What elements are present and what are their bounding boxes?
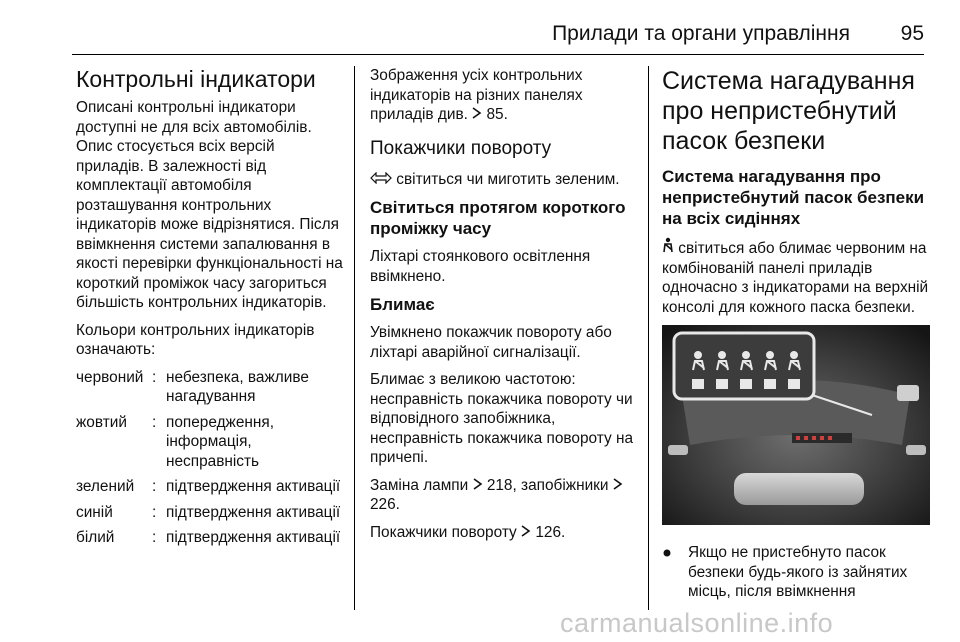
color-name: жовтий <box>76 413 127 431</box>
turn-signals-reference <box>370 523 638 543</box>
page-link[interactable]: 218, запобіжники <box>486 476 609 494</box>
seatbelt-indicator-text <box>662 237 930 317</box>
subheading-flashing: Блимає <box>370 295 435 314</box>
column-1 <box>76 66 346 554</box>
page-number: 95 <box>900 22 924 45</box>
ref-arrow-icon <box>472 105 482 125</box>
section-heading-turn-signals: Покажчики повороту <box>370 137 552 159</box>
page-link[interactable]: 126. <box>535 523 566 541</box>
header-title: Прилади та органи управління <box>552 22 850 45</box>
table-row <box>76 528 346 554</box>
colon: : <box>152 503 157 521</box>
bullet-icon <box>662 543 688 602</box>
column-divider <box>354 66 355 610</box>
seatbelt-text: світиться або блимає червоним на комбінованій панелі приладів одночасно з індикаторами на верхній консолі для кожного паска безпеки. <box>662 240 929 316</box>
overhead-console-illustration <box>662 325 930 525</box>
color-name: зелений <box>76 478 135 495</box>
ref-arrow-icon <box>613 476 623 496</box>
bullet-text: Якщо не пристебнуто пасок безпеки будь-якого із зайнятих місць, після ввімкнення <box>688 544 908 600</box>
overhead-console-photo <box>662 325 930 525</box>
column-2 <box>370 66 638 550</box>
list-item <box>662 543 930 602</box>
turn-signal-text: світиться чи миготить зеленим. <box>396 170 620 188</box>
color-meaning: попередження, інформація, несправність <box>166 413 275 470</box>
page-link[interactable]: 85. <box>486 106 508 123</box>
colon: : <box>152 368 157 386</box>
subheading-all-seats: Система нагадування про непристебнутий пасок безпеки на всіх сидіннях <box>662 167 925 228</box>
table-row <box>76 368 346 413</box>
colors-intro: Кольори контрольних індикаторів означають: <box>76 321 315 358</box>
color-meaning-table <box>76 368 346 554</box>
colon: : <box>152 478 157 495</box>
ref-arrow-icon <box>521 523 531 543</box>
bulb-text: Заміна лампи <box>370 476 469 494</box>
bulb-replacement-reference <box>370 476 638 515</box>
page-header <box>0 0 960 60</box>
page-link[interactable]: 226. <box>370 496 400 513</box>
header-rule <box>72 54 924 55</box>
subheading-short-light: Світиться протягом короткого проміжку часу <box>370 198 626 238</box>
color-meaning: підтвердження активації <box>166 503 341 521</box>
color-meaning: підтвердження активації <box>166 529 341 546</box>
color-name: білий <box>76 529 115 546</box>
short-light-text: Ліхтарі стоянкового освітлення ввімкнено. <box>370 248 591 285</box>
table-row <box>76 477 346 503</box>
colon: : <box>152 413 157 431</box>
color-name: червоний <box>76 368 144 386</box>
turn-signal-status <box>370 170 638 190</box>
fast-flashing-text: Блимає з великою частотою: несправність покажчика повороту чи відповідного запобіжника, несправність покажчика повороту на причепі. <box>370 371 634 466</box>
overview-text: Зображення усіх контрольних індикаторів на різних панелях приладів див. <box>370 67 583 123</box>
color-name: синій <box>76 503 113 521</box>
table-row <box>76 503 346 529</box>
colon: : <box>152 529 157 546</box>
section-heading-indicators: Контрольні індикатори <box>76 66 316 92</box>
table-row <box>76 413 346 478</box>
turn-signals-text: Покажчики повороту <box>370 523 517 541</box>
overview-reference <box>370 66 638 125</box>
color-meaning: небезпека, важливе нагадування <box>166 368 309 405</box>
flashing-text: Увімкнено покажчик повороту або ліхтарі аварійної сигналізації. <box>370 324 612 361</box>
color-meaning: підтвердження активації <box>166 478 341 495</box>
indicators-description: Описані контрольні індикатори доступні не для всіх автомобілів. Опис стосується всіх версій приладів. В залежності від комплектації автомобіля розташування контрольних індикаторів може відрізнятися. Після ввімкнення системи запалювання в якості перевірки функціональності на короткий проміжок часу загориться більшість контрольних індикаторів. <box>76 99 343 311</box>
ref-arrow-icon <box>473 476 483 496</box>
column-3 <box>662 66 930 602</box>
watermark: carmanualsonline.info <box>560 608 834 638</box>
column-divider <box>648 66 649 610</box>
turn-signal-icon <box>370 171 396 188</box>
seatbelt-icon <box>662 240 678 257</box>
section-heading-seatbelt-reminder: Система нагадування про непристебнутий пасок безпеки <box>662 67 915 155</box>
